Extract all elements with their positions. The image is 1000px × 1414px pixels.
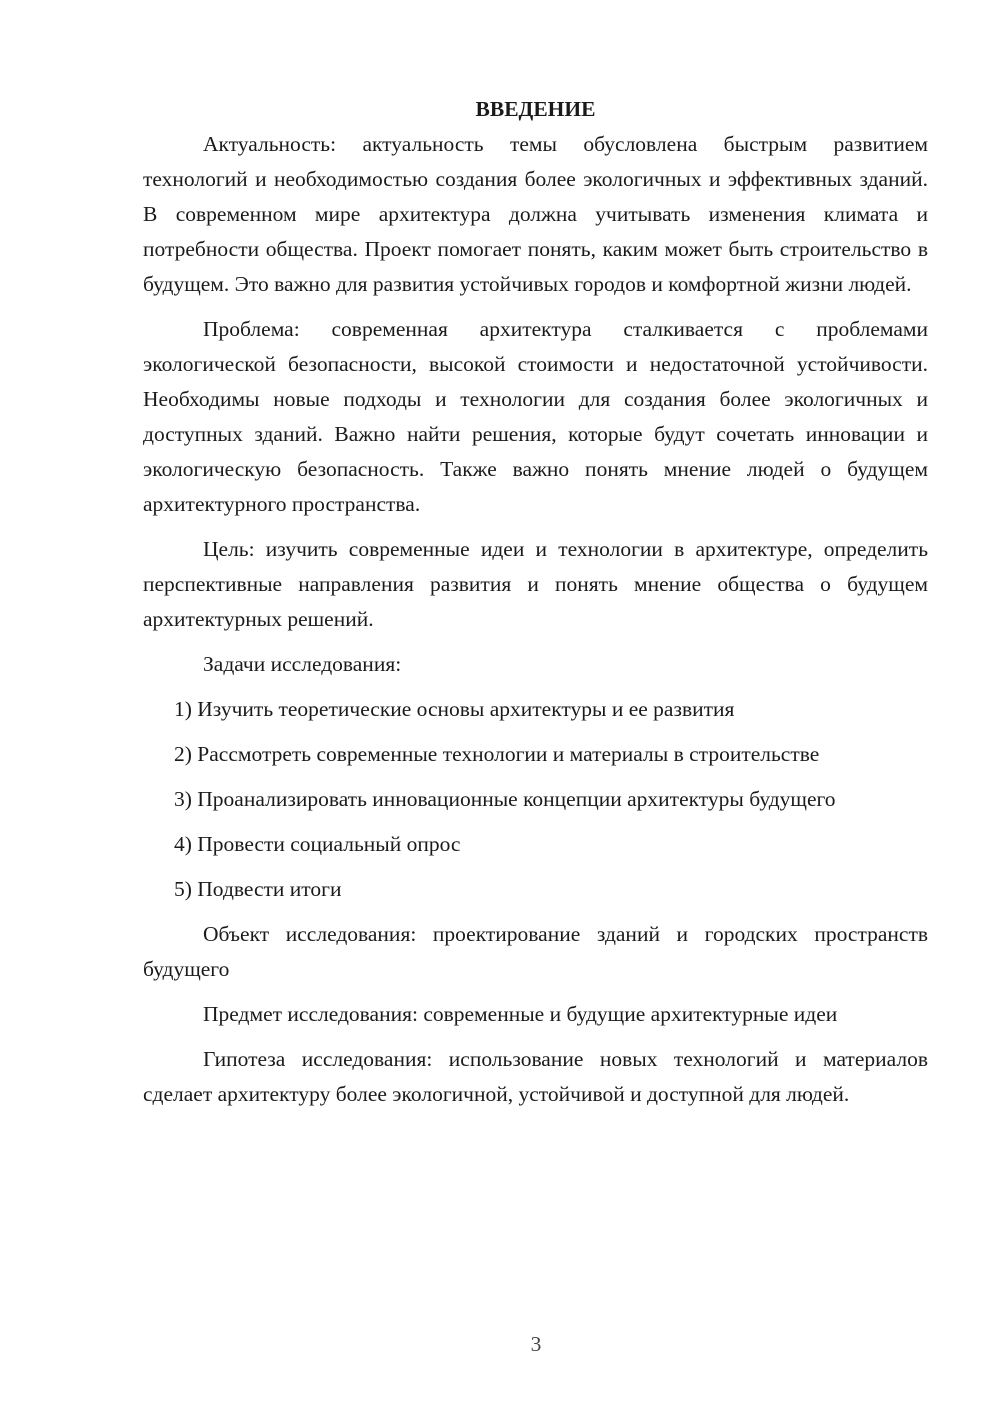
section-heading: ВВЕДЕНИЕ [475,97,596,121]
task-item-4: 4) Провести социальный опрос [174,832,461,856]
task-item-1: 1) Изучить теоретические основы архитектуры и ее развития [174,697,735,721]
paragraph-object: Объект исследования: проектирование зданий и городских пространств будущего [143,922,928,981]
document-page [143,92,928,1112]
paragraph-relevance: Актуальность: актуальность темы обусловлена быстрым развитием технологий и необходимостью создания более экологичных и эффективных зданий. В современном мире архитектура должна учитывать изменения климата и потребности общества. Проект помогает понять, каким может быть строительство в будущем. Это важно для развития устойчивых городов и комфортной жизни людей. [143,132,928,296]
task-item-5: 5) Подвести итоги [174,877,342,901]
paragraph-goal: Цель: изучить современные идеи и технологии в архитектуре, определить перспективные направления развития и понять мнение общества о будущем архитектурных решений. [143,537,928,631]
tasks-title: Задачи исследования: [203,652,402,676]
task-item-2: 2) Рассмотреть современные технологии и материалы в строительстве [174,742,820,766]
page-number: 3 [530,1332,542,1356]
paragraph-subject: Предмет исследования: современные и будущие архитектурные идеи [203,1002,838,1026]
paragraph-hypothesis: Гипотеза исследования: использование новых технологий и материалов сделает архитектуру более экологичной, устойчивой и доступной для людей. [143,1047,928,1106]
paragraph-problem: Проблема: современная архитектура сталкивается с проблемами экологической безопасности, высокой стоимости и недостаточной устойчивости. Необходимы новые подходы и технологии для создания более экологичных и доступных зданий. Важно найти решения, которые будут сочетать инновации и экологическую безопасность. Также важно понять мнение людей о будущем архитектурного пространства. [143,317,928,516]
task-item-3: 3) Проанализировать инновационные концепции архитектуры будущего [174,787,836,811]
